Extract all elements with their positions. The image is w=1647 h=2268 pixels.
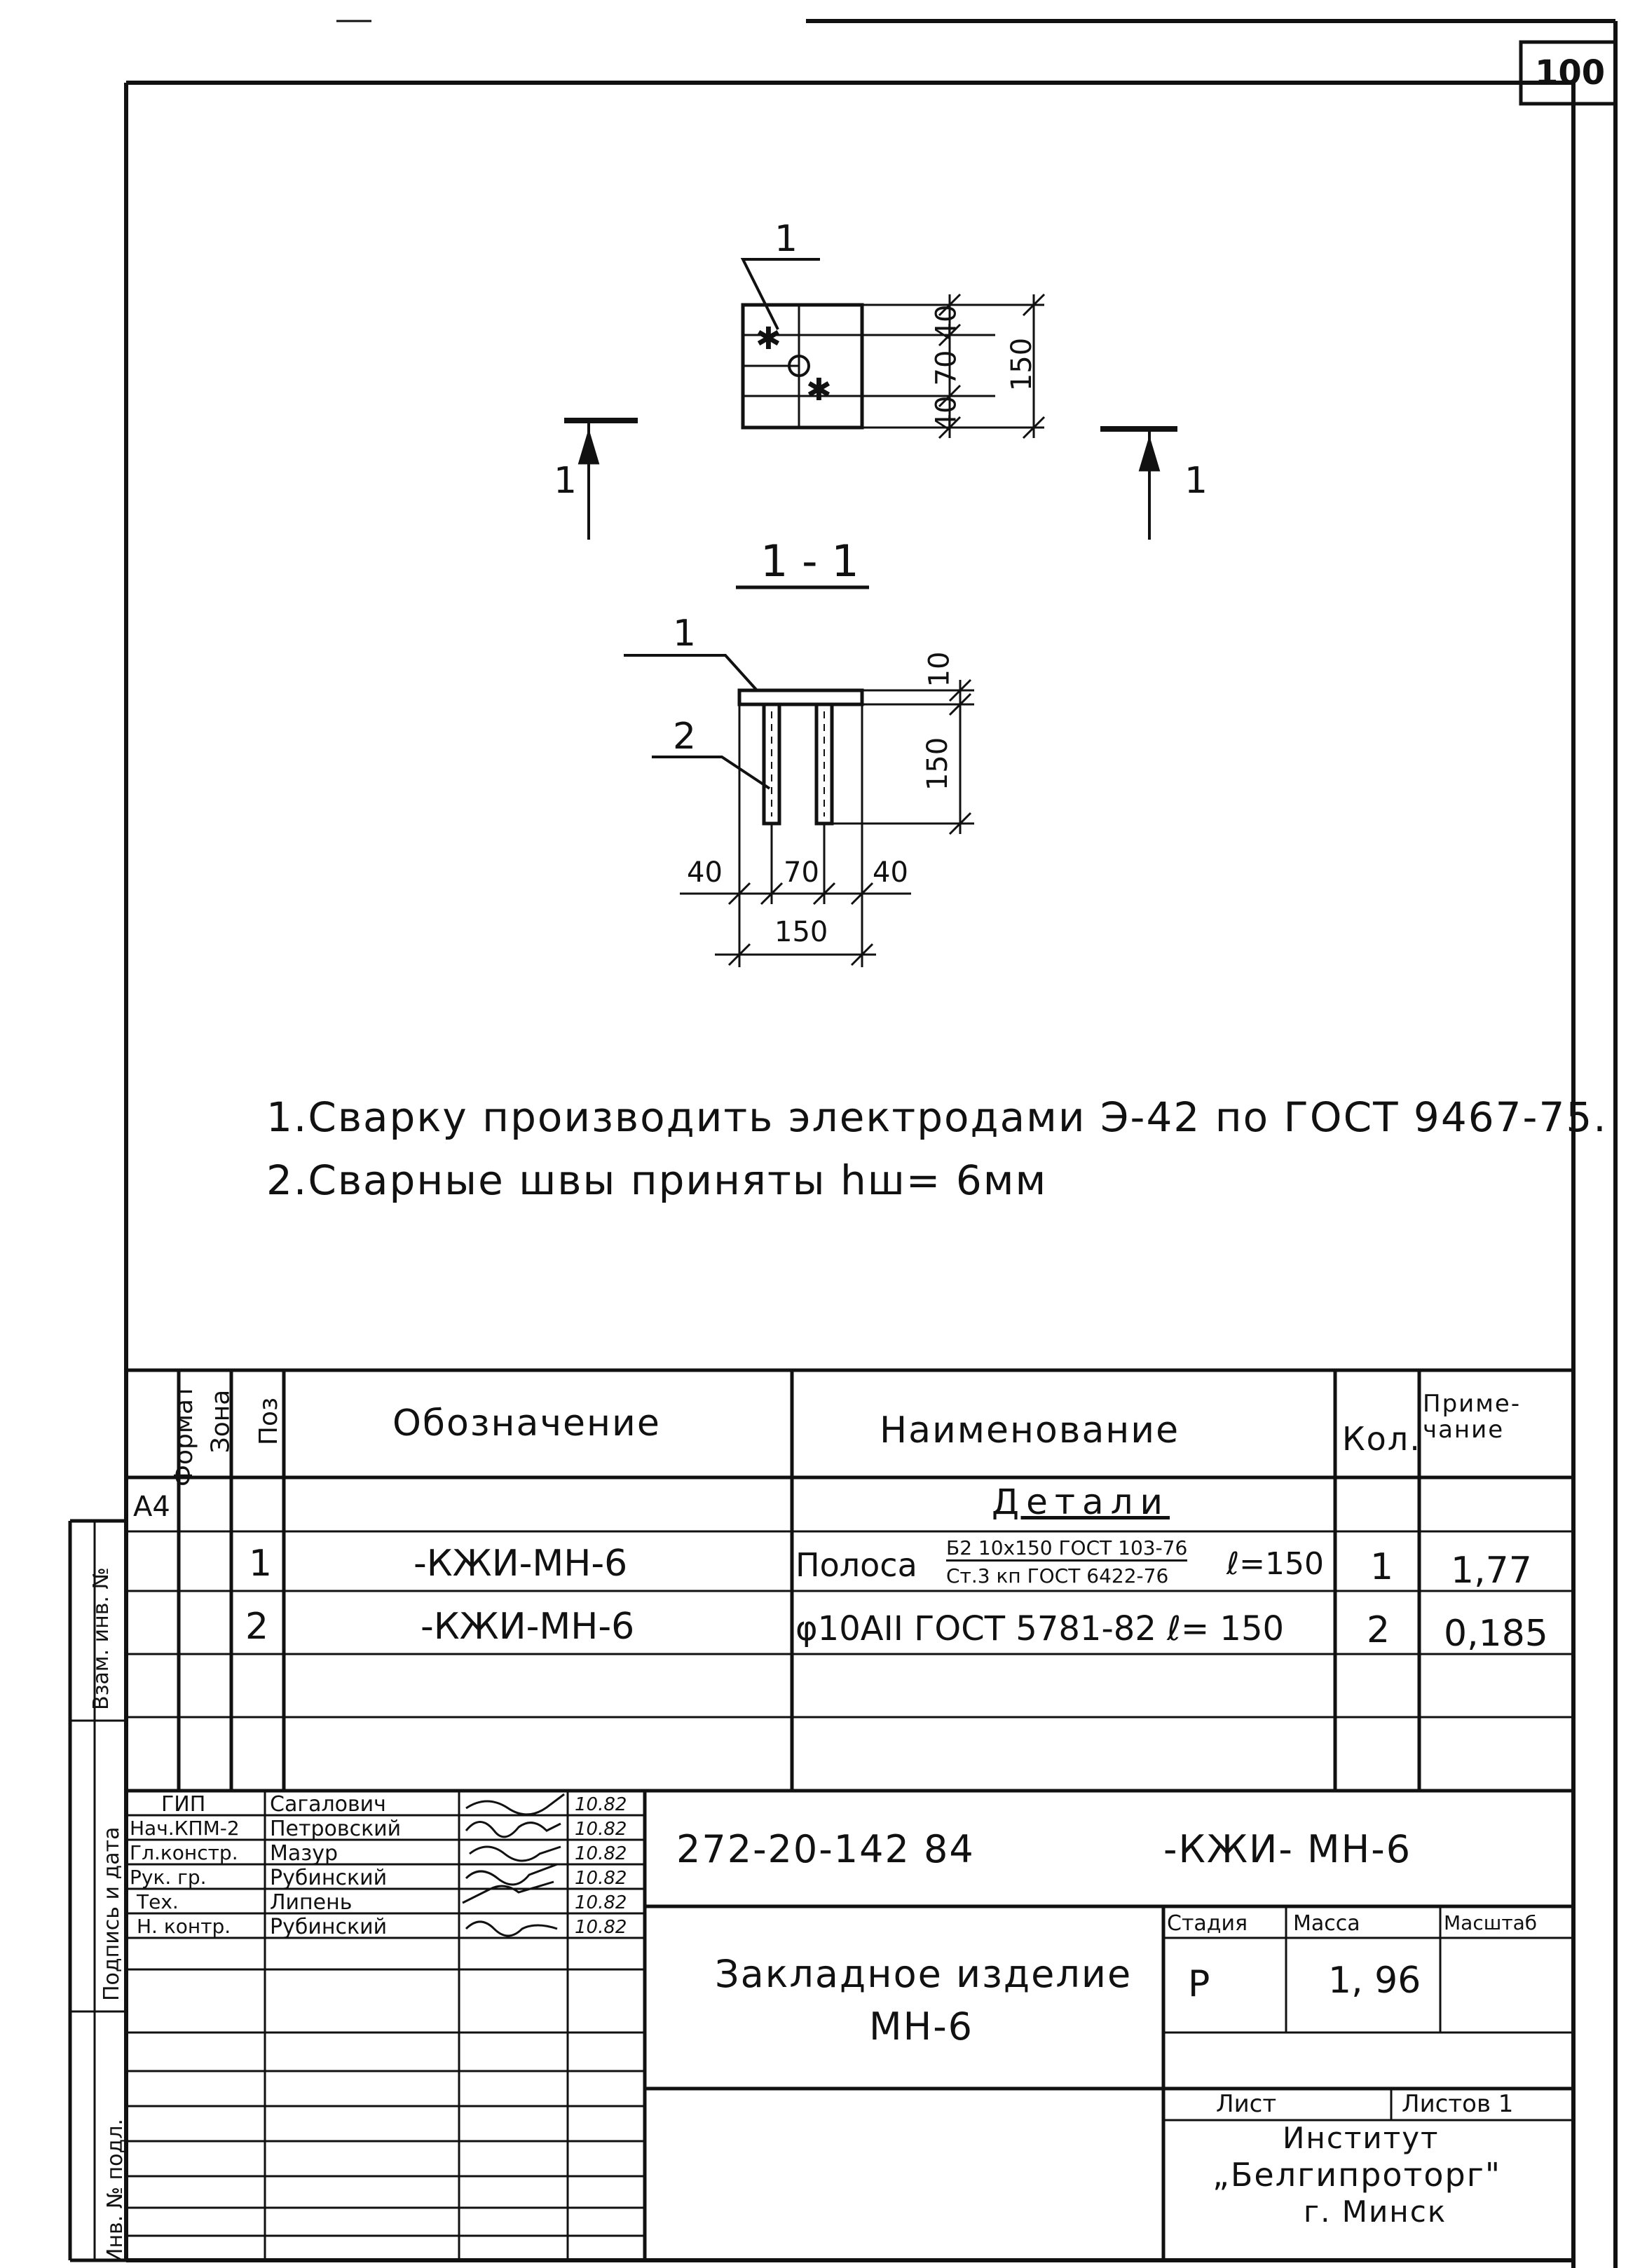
side-stamp-repl: Взам. инв. № [89,1567,114,1710]
date-glkonstr: 10.82 [575,1843,627,1864]
name-nach: Петровский [270,1817,402,1841]
role-rukgr: Рук. гр. [130,1866,207,1889]
date-nkontr: 10.82 [575,1917,627,1938]
row-2-designation: -КЖИ-МН-6 [421,1606,635,1648]
stage-label: Стадия [1167,1911,1248,1936]
section-dim-overall: 150 [774,916,828,948]
row-1-note: 1,77 [1451,1550,1532,1592]
section-leader-2: 2 [673,716,697,758]
row-1-name-prefix: Полоса [795,1546,917,1584]
header-note: Приме-чание [1423,1390,1522,1444]
side-stamp-sign: Подпись и дата [100,1826,124,2001]
row-1-pos: 1 [249,1543,273,1585]
section-dim-left: 40 [687,856,723,889]
plan-dim-top: 40 [930,304,963,341]
scale-label: Масштаб [1444,1911,1538,1934]
note-1: 1.Сварку производить электродами Э-42 по ГОСТ 9467-75. [266,1093,1608,1141]
org-line-1: Институт [1283,2121,1440,2155]
row-1-name-bottom: Ст.3 кп ГОСТ 6422-76 [946,1564,1169,1587]
section-dim-plate: 10 [923,651,956,688]
role-gip: ГИП [161,1792,206,1817]
name-glkonstr: Мазур [270,1841,339,1866]
row-2-qty: 2 [1367,1609,1390,1651]
document-code: 272-20-142 84 [676,1827,975,1871]
row-2-note: 0,185 [1444,1613,1548,1655]
row-1-name-top: Б2 10х150 ГОСТ 103-76 [946,1538,1187,1562]
name-nkontr: Рубинский [270,1915,388,1939]
section-marker-left: 1 [554,460,578,502]
section-dim-mid: 70 [784,856,819,889]
date-rukgr: 10.82 [575,1868,627,1889]
org-line-2: „Белгипроторг" [1212,2156,1502,2194]
weld-mark-icon: ✱ [756,321,781,357]
row-1-name-suffix: ℓ=150 [1226,1546,1325,1582]
name-gip: Сагалович [270,1792,386,1817]
row-2-pos: 2 [245,1606,269,1648]
mass-value: 1, 96 [1328,1960,1421,2002]
sheet-number: 100 [1535,53,1606,93]
header-zone: Зона [206,1389,235,1454]
format-value: А4 [133,1491,170,1523]
row-1-designation: -КЖИ-МН-6 [414,1543,628,1585]
sheet-label: Лист [1216,2090,1277,2118]
stage-value: Р [1188,1963,1210,2005]
title-line-1: Закладное изделие [715,1952,1133,1996]
document-mark: -КЖИ- МН-6 [1163,1827,1412,1871]
mass-label: Масса [1293,1911,1360,1936]
role-glkonstr: Гл.констр. [130,1841,238,1864]
section-dim-height: 150 [922,737,955,791]
date-tech: 10.82 [575,1892,627,1913]
role-nach: Нач.КПМ-2 [130,1817,240,1840]
org-line-3: г. Минск [1304,2194,1447,2229]
section-marker-right: 1 [1184,460,1208,502]
section-heading-details: Детали [992,1482,1170,1522]
header-designation: Обозначение [392,1402,661,1444]
header-qty: Кол. [1342,1420,1421,1458]
plan-leader-label: 1 [774,218,798,260]
note-2: 2.Сварные швы приняты hш= 6мм [266,1156,1048,1204]
plan-dim-overall: 150 [1006,337,1039,392]
name-tech: Липень [270,1890,353,1915]
name-rukgr: Рубинский [270,1866,388,1890]
weld-mark-icon: ✱ [806,372,832,408]
plan-dim-mid: 70 [930,350,963,386]
side-stamp-inv: Инв. № подл. [103,2119,128,2264]
row-1-qty: 1 [1370,1546,1394,1588]
section-title: 1 - 1 [760,535,859,587]
sheets-label: Листов 1 [1402,2090,1514,2118]
plan-dim-bottom: 40 [930,395,963,432]
row-2-name: φ10АII ГОСТ 5781-82 ℓ= 150 [795,1609,1285,1648]
date-nach: 10.82 [575,1819,627,1840]
date-gip: 10.82 [575,1794,627,1815]
title-line-2: МН-6 [869,2004,974,2049]
header-format: Формат [170,1384,199,1487]
section-leader-1: 1 [673,613,697,655]
header-pos: Поз [254,1397,284,1446]
role-nkontr: Н. контр. [137,1915,231,1938]
header-name: Наименование [880,1409,1180,1451]
role-tech: Тех. [137,1890,179,1913]
section-dim-right: 40 [873,856,908,889]
